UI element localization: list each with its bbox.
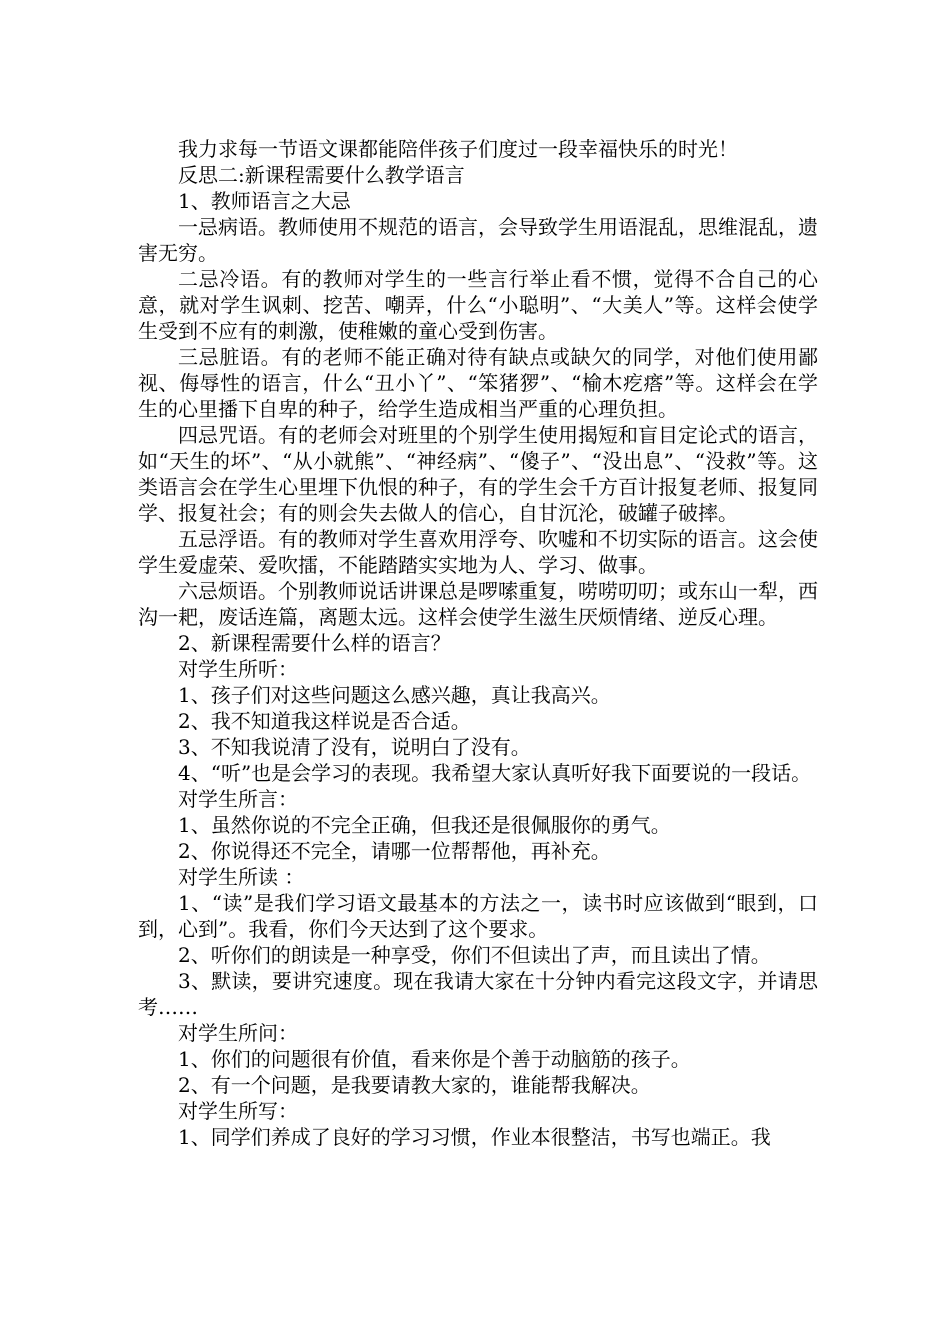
category-heading: 对学生所问： bbox=[178, 1021, 298, 1045]
category-heading: 对学生所写： bbox=[178, 1099, 298, 1123]
paragraph: 六忌烦语。个别教师说话讲课总是啰嗦重复，唠唠叨叨；或东山一犁，西沟一耙，废话连篇，离题太远。这样会使学生滋生厌烦情绪、逆反心理。 bbox=[138, 579, 818, 629]
list-item: 2、听你们的朗读是一种享受，你们不但读出了声，而且读出了情。 bbox=[178, 943, 771, 967]
list-item: 4、“听”也是会学习的表现。我希望大家认真听好我下面要说的一段话。 bbox=[178, 761, 812, 785]
subsection-heading: 2、新课程需要什么样的语言？ bbox=[178, 631, 451, 655]
category-heading: 对学生所听： bbox=[178, 657, 298, 681]
paragraph: 我力求每一节语文课都能陪伴孩子们度过一段幸福快乐的时光！ bbox=[178, 137, 738, 161]
section-heading: 反思二:新课程需要什么教学语言 bbox=[178, 163, 465, 187]
list-item: 1、你们的问题很有价值，看来你是个善于动脑筋的孩子。 bbox=[178, 1047, 691, 1071]
paragraph: 三忌脏语。有的老师不能正确对待有缺点或缺欠的同学，对他们使用鄙视、侮辱性的语言，什么“丑小丫”、“笨猪猡”、“榆木疙瘩”等。这样会在学生的心里播下自卑的种子，给学生造成相当严重的心理负担。 bbox=[138, 345, 818, 421]
list-item: 1、虽然你说的不完全正确，但我还是很佩服你的勇气。 bbox=[178, 813, 671, 837]
paragraph: 四忌咒语。有的老师会对班里的个别学生使用揭短和盲目定论式的语言，如“天生的坏”、“从小就熊”、“神经病”、“傻子”、“没出息”、“没救”等。这类语言会在学生心里埋下仇恨的种子，有的学生会千方百计报复老师、报复同学、报复社会；有的则会失去做人的信心，自甘沉沦，破罐子破摔。 bbox=[138, 423, 818, 525]
paragraph: 二忌冷语。有的教师对学生的一些言行举止看不惯，觉得不合自己的心意，就对学生讽刺、挖苦、嘲弄，什么“小聪明”、“大美人”等。这样会使学生受到不应有的刺激，使稚嫩的童心受到伤害。 bbox=[138, 267, 818, 343]
list-item: 3、不知我说清了没有，说明白了没有。 bbox=[178, 735, 531, 759]
document-body bbox=[138, 136, 818, 1150]
paragraph: 五忌浮语。有的教师对学生喜欢用浮夸、吹嘘和不切实际的语言。这会使学生爱虚荣、爱吹擂，不能踏踏实实地为人、学习、做事。 bbox=[138, 527, 818, 577]
list-item: 2、你说得还不完全，请哪一位帮帮他，再补充。 bbox=[178, 839, 611, 863]
paragraph: 一忌病语。教师使用不规范的语言，会导致学生用语混乱，思维混乱，遗害无穷。 bbox=[138, 215, 818, 265]
list-item: 1、“读”是我们学习语文最基本的方法之一，读书时应该做到“眼到，口到，心到”。我看，你们今天达到了这个要求。 bbox=[138, 891, 818, 941]
category-heading: 对学生所读 ： bbox=[178, 865, 305, 889]
list-item: 1、同学们养成了良好的学习习惯，作业本很整洁，书写也端正。我 bbox=[178, 1125, 771, 1149]
category-heading: 对学生所言： bbox=[178, 787, 298, 811]
list-item: 3、默读，要讲究速度。现在我请大家在十分钟内看完这段文字，并请思考…… bbox=[138, 969, 818, 1019]
list-item: 2、我不知道我这样说是否合适。 bbox=[178, 709, 471, 733]
subsection-heading: 1、教师语言之大忌 bbox=[178, 189, 351, 213]
list-item: 2、有一个问题，是我要请教大家的，谁能帮我解决。 bbox=[178, 1073, 651, 1097]
list-item: 1、孩子们对这些问题这么感兴趣，真让我高兴。 bbox=[178, 683, 611, 707]
